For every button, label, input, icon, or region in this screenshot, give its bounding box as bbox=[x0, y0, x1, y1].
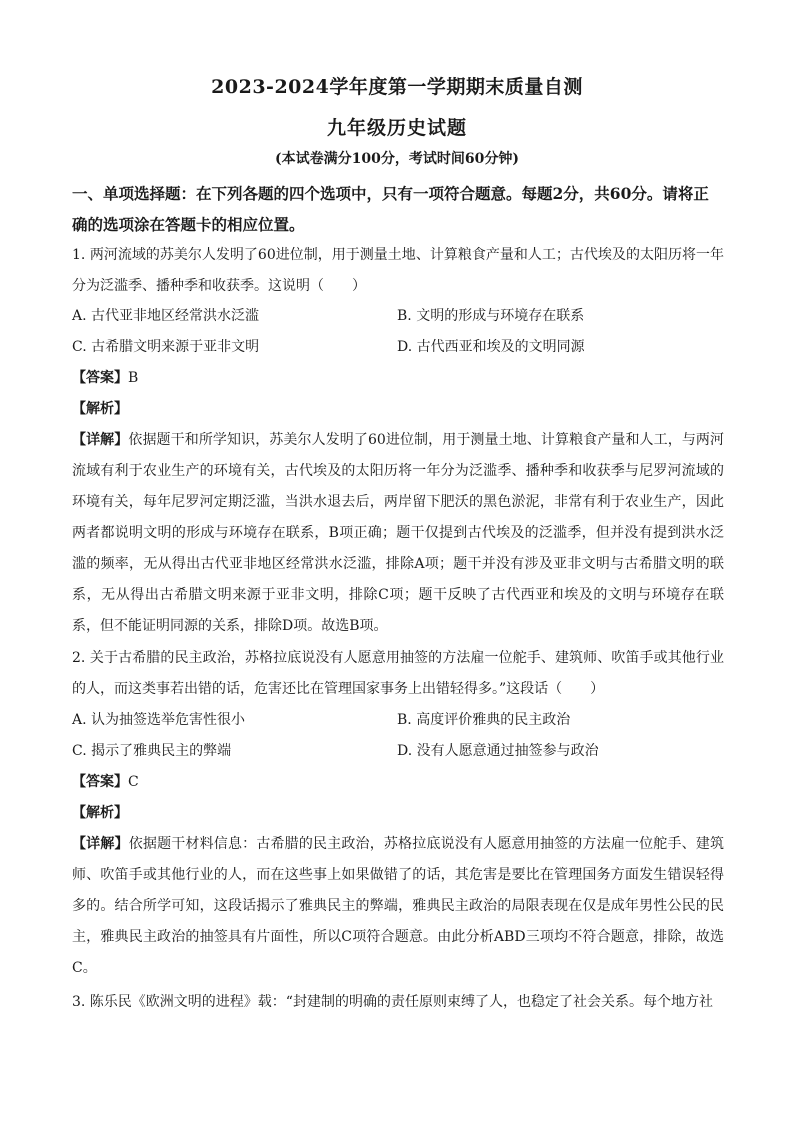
question-1-option-b: B. 文明的形成与环境存在联系 bbox=[397, 308, 585, 324]
detail-text: 依据题干和所学知识，苏美尔人发明了60进位制，用于测量土地、计算粮食产量和人工，与两河流域有利于农业生产的环境有关，古代埃及的太阳历将一年分为泛滥季、播种季和收获季与尼罗河流域的环境有关，每年尼罗河定期泛滥，当洪水退去后，两岸留下肥沃的黑色淤泥，非常有利于农业生产，因此两者都说明文明的形成与环境存在联系，B项正确；题干仅提到古代埃及的泛滥季，但并没有提到洪水泛滥的频率，无从得出古代亚非地区经常洪水泛滥，排除A项；题干并没有涉及亚非文明与古希腊文明的联系，无从得出古希腊文明来源于亚非文明，排除C项；题干反映了古代西亚和埃及的文明与环境存在联系，但不能证明同源的关系，排除D项。故选B项。 bbox=[72, 432, 725, 634]
question-2-option-d: D. 没有人愿意通过抽签参与政治 bbox=[397, 743, 599, 759]
answer-value: B bbox=[128, 370, 139, 386]
question-2-answer bbox=[72, 772, 139, 792]
section-heading: 一、单项选择题：在下列各题的四个选项中，只有一项符合题意。每题2分，共60分。请将正确的选项涂在答题卡的相应位置。 bbox=[72, 184, 709, 234]
question-2-option-c: C. 揭示了雅典民主的弊端 bbox=[72, 743, 232, 759]
answer-value: C bbox=[128, 774, 139, 790]
detail-tag: 【详解】 bbox=[72, 432, 129, 448]
analysis-tag: 【解析】 bbox=[72, 805, 128, 821]
question-1-stem: 1. 两河流域的苏美尔人发明了60进位制，用于测量土地、计算粮食产量和人工；古代埃及的太阳历将一年分为泛滥季、播种季和收获季。这说明（ ） bbox=[72, 247, 724, 294]
question-2-stem: 2. 关于古希腊的民主政治，苏格拉底说没有人愿意用抽签的方法雇一位舵手、建筑师、吹笛手或其他行业的人，而这类事若出错的话，危害还比在管理国家事务上出错轻得多。”这段话（ ） bbox=[72, 650, 724, 697]
question-2-option-b: B. 高度评价雅典的民主政治 bbox=[397, 712, 571, 728]
analysis-tag: 【解析】 bbox=[72, 401, 128, 417]
question-1-option-d: D. 古代西亚和埃及的文明同源 bbox=[397, 339, 585, 355]
question-2-analysis-tag bbox=[72, 803, 128, 823]
exam-title: 2023-2024学年度第一学期期末质量自测 bbox=[211, 76, 583, 98]
question-1-option-c: C. 古希腊文明来源于亚非文明 bbox=[72, 339, 260, 355]
question-1-option-a: A. 古代亚非地区经常洪水泛滥 bbox=[72, 308, 260, 324]
question-2-option-a: A. 认为抽签选举危害性很小 bbox=[72, 712, 246, 728]
detail-text: 依据题干材料信息：古希腊的民主政治，苏格拉底说没有人愿意用抽签的方法雇一位舵手、建筑师、吹笛手或其他行业的人，而在这些事上如果做错了的话，其危害是要比在管理国务方面发生错误轻得多的。结合所学可知，这段话揭示了雅典民主的弊端，雅典民主政治的局限表现在仅是成年男性公民的民主，雅典民主政治的抽签具有片面性，所以C项符合题意。由此分析ABD三项均不符合题意，排除，故选C。 bbox=[72, 836, 725, 976]
exam-subtitle: 九年级历史试题 bbox=[326, 117, 467, 139]
exam-note: (本试卷满分100分，考试时间60分钟) bbox=[275, 151, 519, 167]
question-1-detail bbox=[72, 425, 724, 642]
question-1-analysis-tag bbox=[72, 399, 128, 419]
question-2-detail bbox=[72, 829, 724, 984]
question-1-answer bbox=[72, 368, 138, 388]
answer-tag: 【答案】 bbox=[72, 370, 128, 386]
detail-tag: 【详解】 bbox=[72, 836, 129, 852]
question-3-stem: 3. 陈乐民《欧洲文明的进程》载：“封建制的明确的责任原则束缚了人，也稳定了社会关系。每个地方社 bbox=[72, 994, 713, 1010]
answer-tag: 【答案】 bbox=[72, 774, 128, 790]
